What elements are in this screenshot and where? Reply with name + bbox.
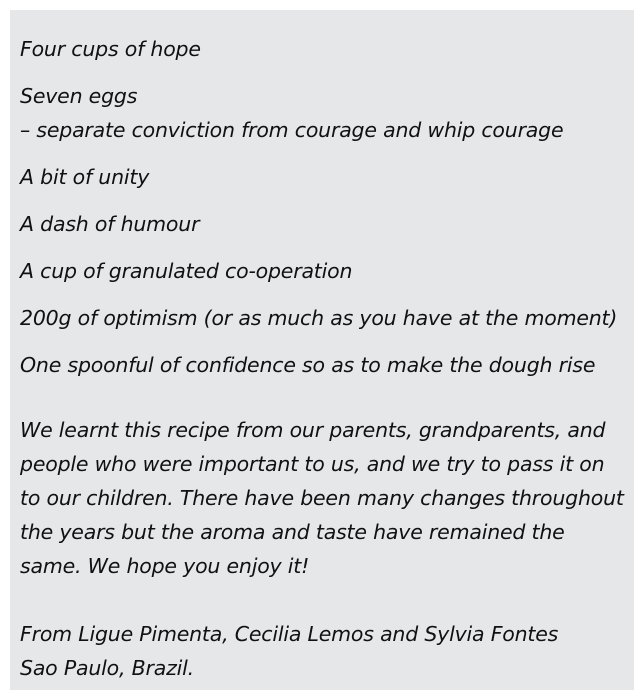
story-line: to our children. There have been many changes throughout [20,486,624,510]
ingredient-item [20,348,634,382]
recipe-story [20,413,634,583]
ingredient-item [20,254,634,288]
ingredient-line: One spoonful of confidence so as to make the dough rise [20,353,596,377]
credit-location: Sao Paulo, Brazil. [20,656,194,680]
story-line: the years but the aroma and taste have remained the [20,520,565,544]
ingredient-line: A dash of humour [20,212,200,236]
ingredient-item [20,79,634,147]
ingredient-line: Four cups of hope [20,37,201,61]
ingredient-line: 200g of optimism (or as much as you have at the moment) [20,306,618,330]
ingredient-item [20,301,634,335]
ingredient-list [20,32,634,382]
credit-authors: From Ligue Pimenta, Cecilia Lemos and Sylvia Fontes [20,622,559,646]
ingredient-line: A cup of granulated co-operation [20,259,353,283]
recipe-credit [20,617,634,685]
ingredient-note: – separate conviction from courage and whip courage [20,118,564,142]
ingredient-item [20,32,634,66]
ingredient-item [20,207,634,241]
story-line: same. We hope you enjoy it! [20,554,310,578]
ingredient-item [20,160,634,194]
story-line: We learnt this recipe from our parents, grandparents, and [20,418,606,442]
recipe-card [10,10,634,690]
story-line: people who were important to us, and we try to pass it on [20,452,605,476]
ingredient-line: A bit of unity [20,165,150,189]
ingredient-line: Seven eggs [20,84,138,108]
